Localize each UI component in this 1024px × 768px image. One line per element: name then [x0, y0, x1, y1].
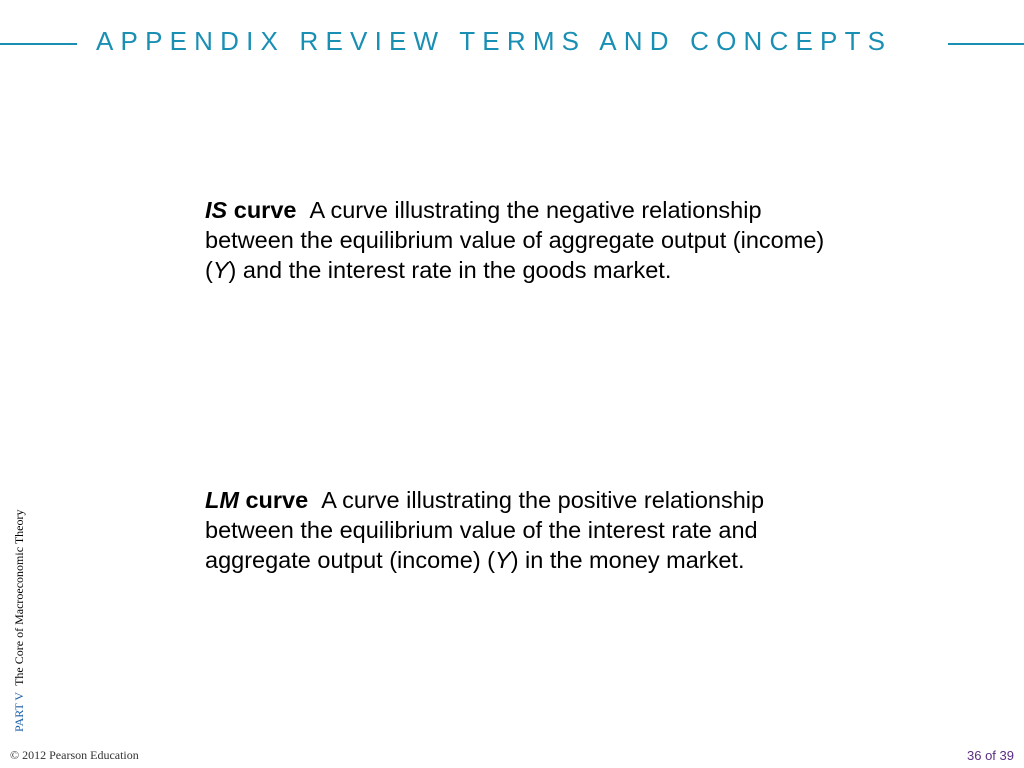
slide-header	[0, 24, 1024, 60]
term-abbr: IS	[205, 197, 228, 223]
page-number: 36 of 39	[967, 748, 1014, 763]
term-word: curve	[245, 487, 309, 513]
term-name	[205, 487, 308, 513]
term-name	[205, 197, 296, 223]
term-variable: Y	[212, 257, 229, 283]
slide-title: APPENDIX REVIEW TERMS AND CONCEPTS	[96, 26, 893, 56]
side-part-label	[12, 510, 27, 732]
term-lm-curve	[205, 485, 845, 575]
header-rule-right	[948, 43, 1024, 45]
part-title: The Core of Macroeconomic Theory	[12, 509, 26, 686]
term-abbr: LM	[205, 487, 239, 513]
term-definition-start: A curve illustrating the positive relationship between the equilibrium value of the interest rate and aggregate output (income) (	[205, 487, 765, 573]
part-number: PART V	[12, 691, 26, 732]
term-word: curve	[233, 197, 297, 223]
copyright-notice: © 2012 Pearson Education	[10, 748, 139, 762]
term-definition-end: ) in the money market.	[510, 547, 745, 573]
term-definition-start: A curve illustrating the negative relationship between the equilibrium value of aggregate output (income) (	[205, 197, 825, 283]
term-is-curve	[205, 195, 845, 285]
header-rule-left	[0, 43, 77, 45]
term-variable: Y	[495, 547, 511, 573]
term-definition-end: ) and the interest rate in the goods market.	[228, 257, 672, 283]
